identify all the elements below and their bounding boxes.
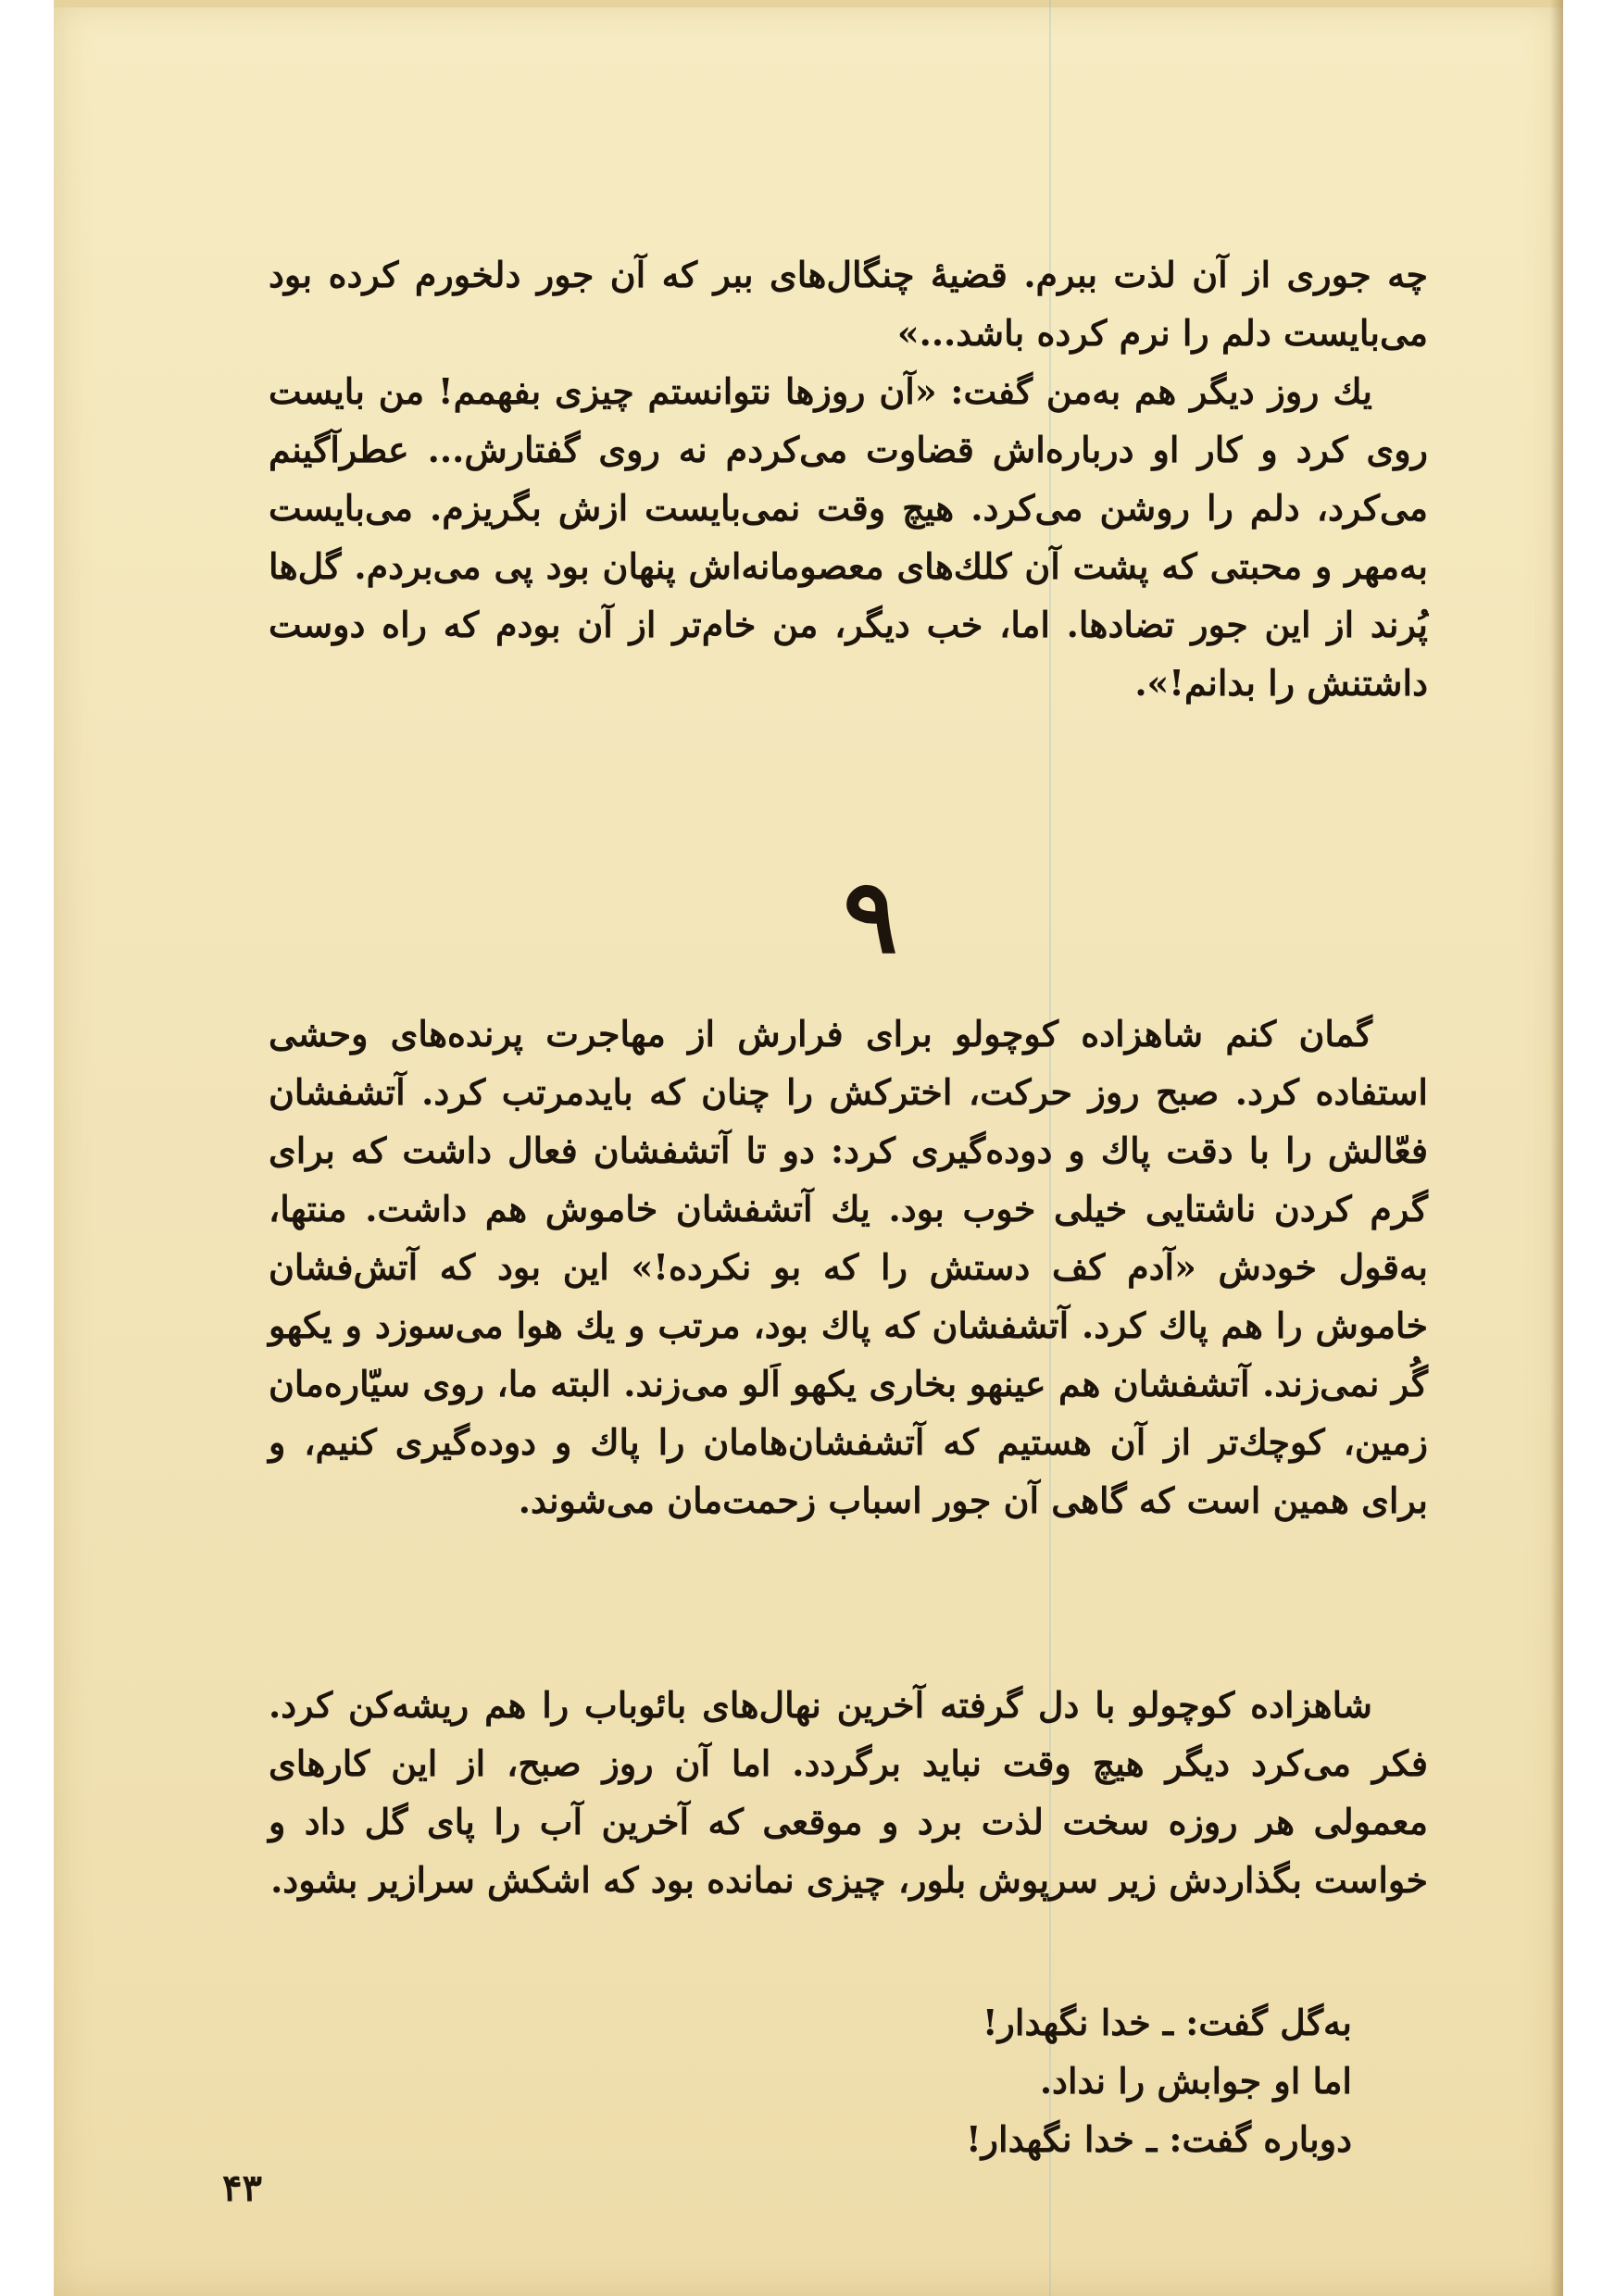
dialogue-lines	[519, 1993, 1352, 2168]
paragraph: یك روز دیگر هم به‌من گفت: «آن روزها نتوانستم چیزی بفهمم! من بایست روی کرد و کار او درباره‌اش قضاوت می‌کردم نه روی گفتارش... عطرآگینم می‌کرد، دلم را روشن می‌کرد. هیچ وقت نمی‌بایست ازش بگریزم. می‌بایست به‌مهر و محبتی که پشت آن کلك‌های معصومانه‌اش پنهان بود پی می‌بردم. گل‌ها پُرند از این جور تضادها. اما، خب دیگر، من خام‌تر از آن بودم که راه دوست داشتنش را بدانم!».	[269, 370, 1428, 704]
page-top-edge	[54, 0, 1563, 7]
dialogue-line: به‌گل گفت: ـ خدا نگهدار!	[982, 2002, 1352, 2043]
paragraph: گمان کنم شاهزاده کوچولو برای فرارش از مهاجرت پرنده‌های وحشی استفاده کرد. صبح روز حرکت، اخترکش را چنان که بایدمرتب کرد. آتشفشان فعّالش را با دقت پاك و دوده‌گیری کرد: دو تا آتشفشان فعال داشت که برای گرم کردن ناشتایی خیلی خوب بود. یك آتشفشان خاموش هم داشت. منتها، به‌قول خودش «آدم کف دستش را که بو نکرده!» این بود که آتش‌فشان خاموش را هم پاك کرد. آتشفشان که پاك بود، مرتب و یك هوا می‌سوزد و یکهو گُر نمی‌زند. آتشفشان هم عینهو بخاری یکهو اَلو می‌زند. البته ما، روی سیّاره‌مان زمین، کوچك‌تر از آن هستیم که آتشفشان‌هامان را پاك و دوده‌گیری کنیم، و برای همین است که گاهی آن جور اسباب زحمت‌مان می‌شوند.	[269, 1013, 1429, 1521]
page-edge-shadow	[1550, 0, 1563, 2296]
dialogue-line: اما او جوابش را نداد.	[1039, 2060, 1352, 2102]
text-block-top	[269, 245, 1428, 712]
paragraph: چه جوری از آن لذت ببرم. قضیهٔ چنگال‌های ببر که آن جور دلخورم کرده بود می‌بایست دلم را نرم کرده باشد...»	[269, 254, 1428, 354]
text-block-bottom	[269, 1676, 1428, 1909]
page-number: ۴۳	[222, 2166, 262, 2210]
dialogue-line: دوباره گفت: ـ خدا نگهدار!	[966, 2118, 1352, 2160]
paragraph: شاهزاده کوچولو با دل گرفته آخرین نهال‌های بائوباب را هم ریشه‌کن کرد. فکر می‌کرد دیگر هیچ وقت نباید برگردد. اما آن روز صبح، از این کارهای معمولی هر روزه سخت لذت برد و موقعی که آخرین آب را پای گل داد و خواست بگذاردش زیر سرپوش بلور، چیزی نمانده بود که اشکش سرازیر بشود.	[269, 1684, 1428, 1901]
text-block-middle	[269, 1004, 1428, 1529]
chapter-number: ۹	[843, 856, 898, 976]
